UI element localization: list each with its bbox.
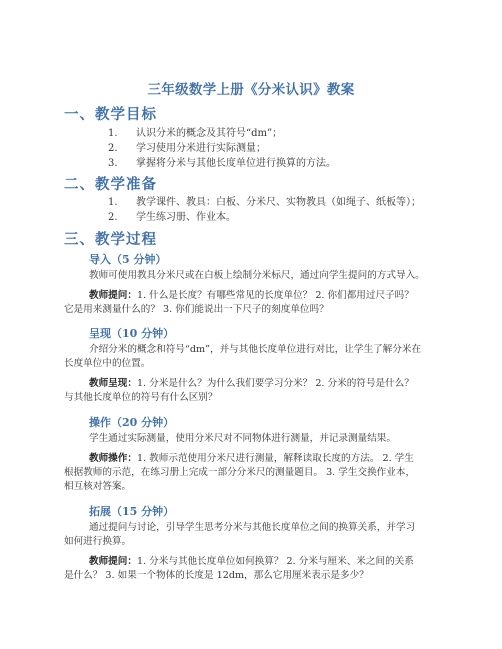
section-heading-preparation: 二、教学准备: [64, 176, 157, 193]
list-item: 2. 学生练习册、作业本。: [108, 212, 236, 223]
list-item: 1. 教学课件、教具：白板、分米尺、实物教具（如绳子、纸板等）；: [108, 197, 421, 208]
step-question-line: 是什么？ 3. 如果一个物体的长度是 12dm，那么它用厘米表示是多少？: [64, 570, 369, 581]
step-intro-text: 教师可使用教具分米尺或在白板上绘制分米标尺，通过向学生提问的方式导入。: [89, 270, 425, 281]
section-heading-objectives: 一、教学目标: [64, 106, 157, 123]
step-intro-text: 介绍分米的概念和符号“dm”，并与其他长度单位进行对比，让学生了解分米在: [89, 344, 422, 355]
section-heading-process: 三、教学过程: [64, 231, 157, 248]
step-heading-intro: 导入（5 分钟）: [89, 253, 167, 266]
step-operation-line: 根据教师的示范，在练习册上完成一部分分米尺的测量题目。 3. 学生交换作业本，: [64, 467, 416, 478]
step-intro-text: 学生通过实际测量，使用分米尺对不同物体进行测量，并记录测量结果。: [89, 433, 396, 444]
step-question-line: 它是用来测量什么的？ 3. 你们能说出一下尺子的刻度单位吗？: [64, 304, 329, 315]
step-question-line: 教师提问：1. 分米与其他长度单位如何换算？ 2. 分米与厘米、米之间的关系: [89, 556, 414, 567]
step-heading-present: 呈现（10 分钟）: [89, 327, 175, 340]
list-item: 2. 学习使用分米进行实际测量；: [108, 143, 266, 154]
list-item: 1. 认识分米的概念及其符号“dm”；: [108, 128, 283, 139]
step-heading-extend: 拓展（15 分钟）: [89, 505, 175, 518]
step-heading-operate: 操作（20 分钟）: [89, 416, 175, 429]
step-question-line: 教师呈现：1. 分米是什么？为什么我们要学习分米？ 2. 分米的符号是什么？: [89, 378, 414, 389]
document-title: 三年级数学上册《分米认识》教案: [147, 82, 355, 98]
list-item: 3. 掌握将分米与其他长度单位进行换算的方法。: [108, 158, 336, 169]
step-question-line: 教师提问：1. 什么是长度？有哪些常见的长度单位？ 2. 你们都用过尺子吗？: [89, 290, 414, 301]
step-intro-text: 通过提问与讨论，引导学生思考分米与其他长度单位之间的换算关系，并学习: [89, 522, 416, 533]
step-operation-line: 相互核对答案。: [64, 481, 132, 492]
step-question-line: 与其他长度单位的符号有什么区别？: [64, 392, 218, 403]
step-intro-text: 如何进行换算。: [64, 536, 132, 547]
step-intro-text: 长度单位中的位置。: [64, 358, 151, 369]
step-operation-line: 教师操作：1. 教师示范使用分米尺进行测量，解释读取长度的方法。 2. 学生: [89, 453, 414, 464]
